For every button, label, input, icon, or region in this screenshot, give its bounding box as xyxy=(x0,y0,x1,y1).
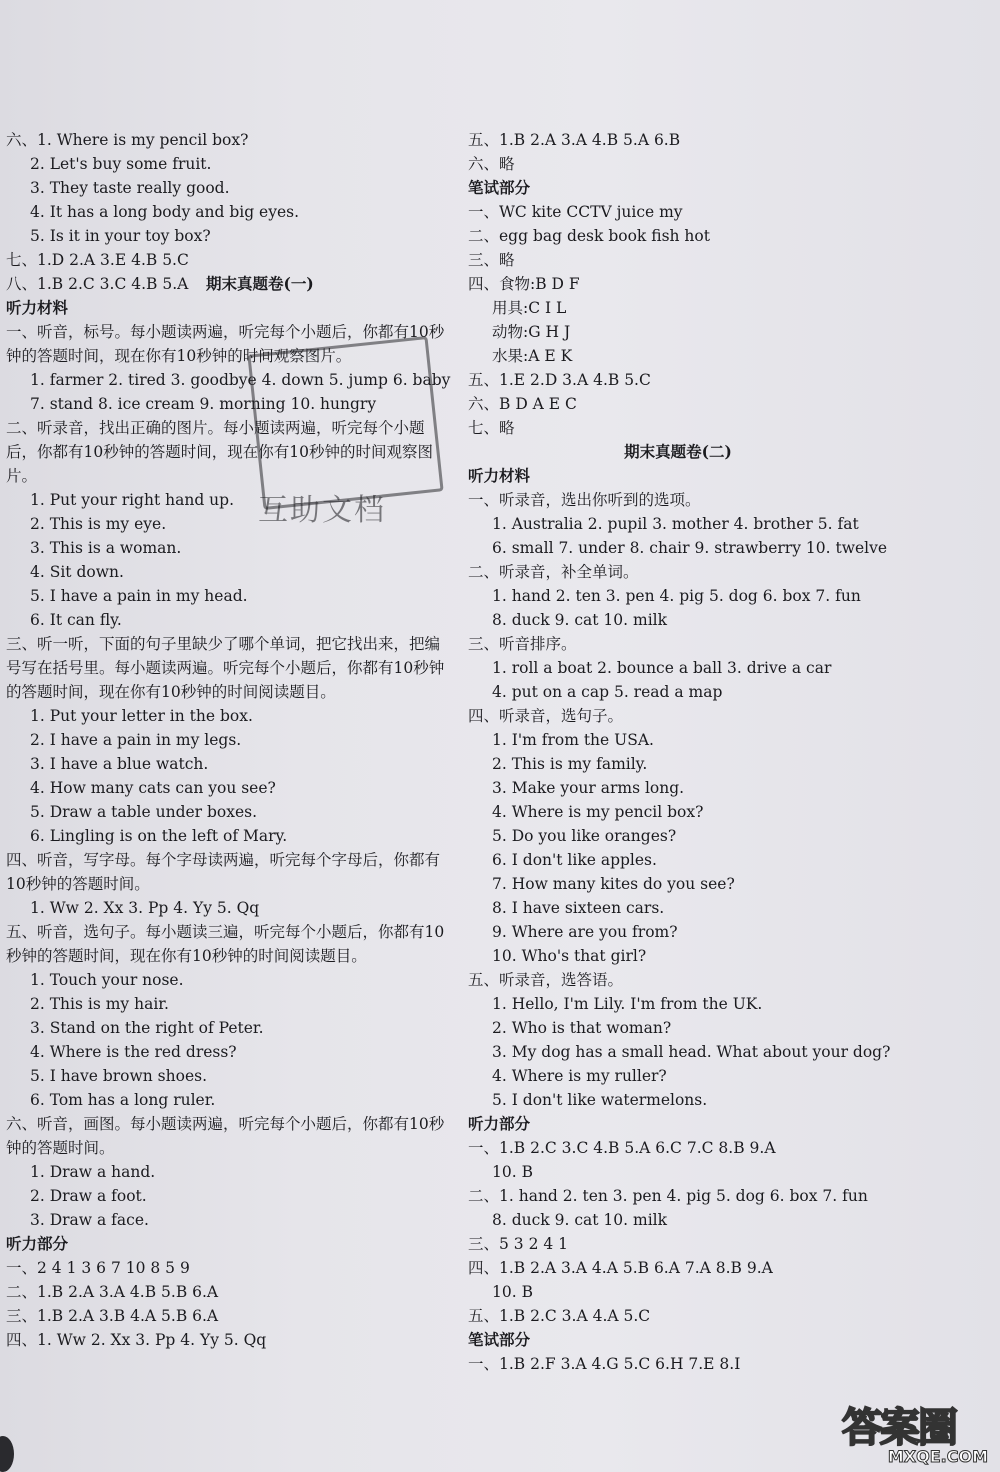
answer-line: 一、1.B 2.F 3.A 4.G 5.C 6.H 7.E 8.I xyxy=(468,1355,741,1373)
line: 5. Do you like oranges? xyxy=(492,827,677,845)
line: 4. Where is the red dress? xyxy=(30,1043,237,1061)
question-instruction: 三、听音排序。 xyxy=(468,635,577,653)
line: 6. Tom has a long ruler. xyxy=(30,1091,216,1109)
line: 4. How many cats can you see? xyxy=(30,779,276,797)
answer-line: 六、B D A E C xyxy=(468,395,577,413)
line: 3. Stand on the right of Peter. xyxy=(30,1019,264,1037)
heading: 听力材料 xyxy=(468,466,531,485)
line: 7. stand 8. ice cream 9. morning 10. hungry xyxy=(30,395,377,413)
line: 1. Touch your nose. xyxy=(30,971,184,989)
question-instruction: 四、听录音，选句子。 xyxy=(468,707,624,725)
line: 6. Lingling is on the left of Mary. xyxy=(30,827,288,845)
logo-sub-text: MXQE.COM xyxy=(887,1447,988,1466)
answer-line: 四、1. Ww 2. Xx 3. Pp 4. Yy 5. Qq xyxy=(6,1331,267,1349)
answer-line: 三、略 xyxy=(468,251,515,269)
line: 6. I don't like apples. xyxy=(492,851,657,869)
line: 1. roll a boat 2. bounce a ball 3. drive a car xyxy=(492,659,832,677)
answer-line: 水果:A E K xyxy=(492,347,573,365)
line: 4. Sit down. xyxy=(30,563,124,581)
answer-line: 五、1.B 2.C 3.A 4.A 5.C xyxy=(468,1307,651,1325)
answer-line: 二、egg bag desk book fish hot xyxy=(468,227,710,245)
heading: 笔试部分 xyxy=(468,178,531,197)
answer-line: 二、1.B 2.A 3.A 4.B 5.B 6.A xyxy=(6,1283,219,1301)
line: 6. small 7. under 8. chair 9. strawberry 10. twelve xyxy=(492,539,888,557)
line: 1. I'm from the USA. xyxy=(492,731,654,749)
section-title: 期末真题卷(二) xyxy=(624,442,732,461)
line: 4. Where is my ruller? xyxy=(492,1067,667,1085)
line: 8. duck 9. cat 10. milk xyxy=(492,611,667,629)
line: 2. Draw a foot. xyxy=(30,1187,147,1205)
question-instruction: 四、听音，写字母。每个字母读两遍，听完每个字母后，你都有10秒钟的答题时间。 xyxy=(6,851,441,893)
answer-line: 四、1.B 2.A 3.A 4.A 5.B 6.A 7.A 8.B 9.A xyxy=(468,1259,773,1277)
line: 6. It can fly. xyxy=(30,611,122,629)
line: 2. This is my family. xyxy=(492,755,648,773)
line: 10. Who's that girl? xyxy=(492,947,647,965)
line: 2. Let's buy some fruit. xyxy=(30,155,212,173)
logo-main-text: 答案圈 xyxy=(842,1405,956,1451)
question-instruction: 五、听录音，选答语。 xyxy=(468,971,624,989)
line: 八、1.B 2.C 3.C 4.B 5.A xyxy=(6,275,189,293)
heading: 听力部分 xyxy=(468,1114,531,1133)
question-instruction: 二、听录音，找出正确的图片。每小题读两遍，听完每个小题后，你都有10秒钟的答题时间，现在你有10秒钟的时间观察图片。 xyxy=(6,419,433,485)
line: 3. My dog has a small head. What about your dog? xyxy=(492,1043,891,1061)
line: 3. I have a blue watch. xyxy=(30,755,209,773)
line: 1. Hello, I'm Lily. I'm from the UK. xyxy=(492,995,763,1013)
heading: 听力部分 xyxy=(6,1234,69,1253)
question-instruction: 二、听录音，补全单词。 xyxy=(468,563,639,581)
line: 5. I have a pain in my head. xyxy=(30,587,248,605)
line: 1. farmer 2. tired 3. goodbye 4. down 5. jump 6. baby xyxy=(30,371,451,389)
right-column xyxy=(468,128,891,1376)
answer-line: 一、2 4 1 3 6 7 10 8 5 9 xyxy=(6,1259,190,1277)
line: 3. Draw a face. xyxy=(30,1211,149,1229)
question-instruction: 一、听音，标号。每小题读两遍，听完每个小题后，你都有10秒钟的答题时间，现在你有10秒钟的时间观察图片。 xyxy=(6,323,445,365)
answer-line: 一、WC kite CCTV juice my xyxy=(468,203,683,221)
line: 3. They taste really good. xyxy=(30,179,230,197)
line: 1. Ww 2. Xx 3. Pp 4. Yy 5. Qq xyxy=(30,899,260,917)
answer-line: 8. duck 9. cat 10. milk xyxy=(492,1211,667,1229)
line: 9. Where are you from? xyxy=(492,923,678,941)
answer-line: 三、1.B 2.A 3.B 4.A 5.B 6.A xyxy=(6,1307,219,1325)
line: 5. Draw a table under boxes. xyxy=(30,803,258,821)
line: 2. This is my hair. xyxy=(30,995,169,1013)
answer-line: 二、1. hand 2. ten 3. pen 4. pig 5. dog 6. box 7. fun xyxy=(468,1187,868,1205)
line: 2. I have a pain in my legs. xyxy=(30,731,242,749)
line: 1. hand 2. ten 3. pen 4. pig 5. dog 6. box 7. fun xyxy=(492,587,861,605)
heading: 笔试部分 xyxy=(468,1330,531,1349)
line: 8. I have sixteen cars. xyxy=(492,899,665,917)
line: 2. This is my eye. xyxy=(30,515,167,533)
answer-line: 七、略 xyxy=(468,419,515,437)
section-title: 期末真题卷(一) xyxy=(206,274,314,293)
line: 3. Make your arms long. xyxy=(492,779,685,797)
line: 1. Australia 2. pupil 3. mother 4. brother 5. fat xyxy=(492,515,859,533)
line: 5. I don't like watermelons. xyxy=(492,1091,708,1109)
answer-line: 10. B xyxy=(492,1163,533,1181)
line: 六、1. Where is my pencil box? xyxy=(6,131,249,149)
line: 3. This is a woman. xyxy=(30,539,182,557)
stamp-mark xyxy=(247,336,443,510)
line: 七、1.D 2.A 3.E 4.B 5.C xyxy=(6,251,189,269)
line: 7. How many kites do you see? xyxy=(492,875,735,893)
answer-line: 10. B xyxy=(492,1283,533,1301)
site-logo xyxy=(842,1396,992,1466)
line: 4. It has a long body and big eyes. xyxy=(30,203,300,221)
line: 2. Who is that woman? xyxy=(492,1019,672,1037)
heading: 听力材料 xyxy=(6,298,69,317)
answer-line: 动物:G H J xyxy=(492,323,571,341)
answer-line: 六、略 xyxy=(468,155,515,173)
question-instruction: 五、听音，选句子。每小题读三遍，听完每个小题后，你都有10秒钟的答题时间，现在你有10秒钟的时间阅读题目。 xyxy=(6,923,445,965)
line: 4. Where is my pencil box? xyxy=(492,803,704,821)
line: 1. Put your right hand up. xyxy=(30,491,235,509)
left-column xyxy=(6,128,451,1352)
line: 1. Draw a hand. xyxy=(30,1163,156,1181)
answer-line: 五、1.B 2.A 3.A 4.B 5.A 6.B xyxy=(468,131,681,149)
question-instruction: 六、听音，画图。每小题读两遍，听完每个小题后，你都有10秒钟的答题时间。 xyxy=(6,1115,445,1157)
answer-line: 五、1.E 2.D 3.A 4.B 5.C xyxy=(468,371,651,389)
answer-line: 三、5 3 2 4 1 xyxy=(468,1235,569,1253)
answer-line: 一、1.B 2.C 3.C 4.B 5.A 6.C 7.C 8.B 9.A xyxy=(468,1139,776,1157)
line: 5. Is it in your toy box? xyxy=(30,227,211,245)
line: 5. I have brown shoes. xyxy=(30,1067,208,1085)
question-instruction: 一、听录音，选出你听到的选项。 xyxy=(468,491,701,509)
page-number-tab xyxy=(0,1436,14,1472)
question-instruction: 三、听一听，下面的句子里缺少了哪个单词，把它找出来，把编号写在括号里。每小题读两遍。听完每个小题后，你都有10秒钟的答题时间，现在你有10秒钟的时间阅读题目。 xyxy=(6,635,445,701)
line: 4. put on a cap 5. read a map xyxy=(492,683,723,701)
stamp-text: 互助文档 xyxy=(258,493,386,528)
answer-line: 四、食物:B D F xyxy=(468,275,580,293)
answer-line: 用具:C I L xyxy=(492,299,567,317)
line: 1. Put your letter in the box. xyxy=(30,707,253,725)
